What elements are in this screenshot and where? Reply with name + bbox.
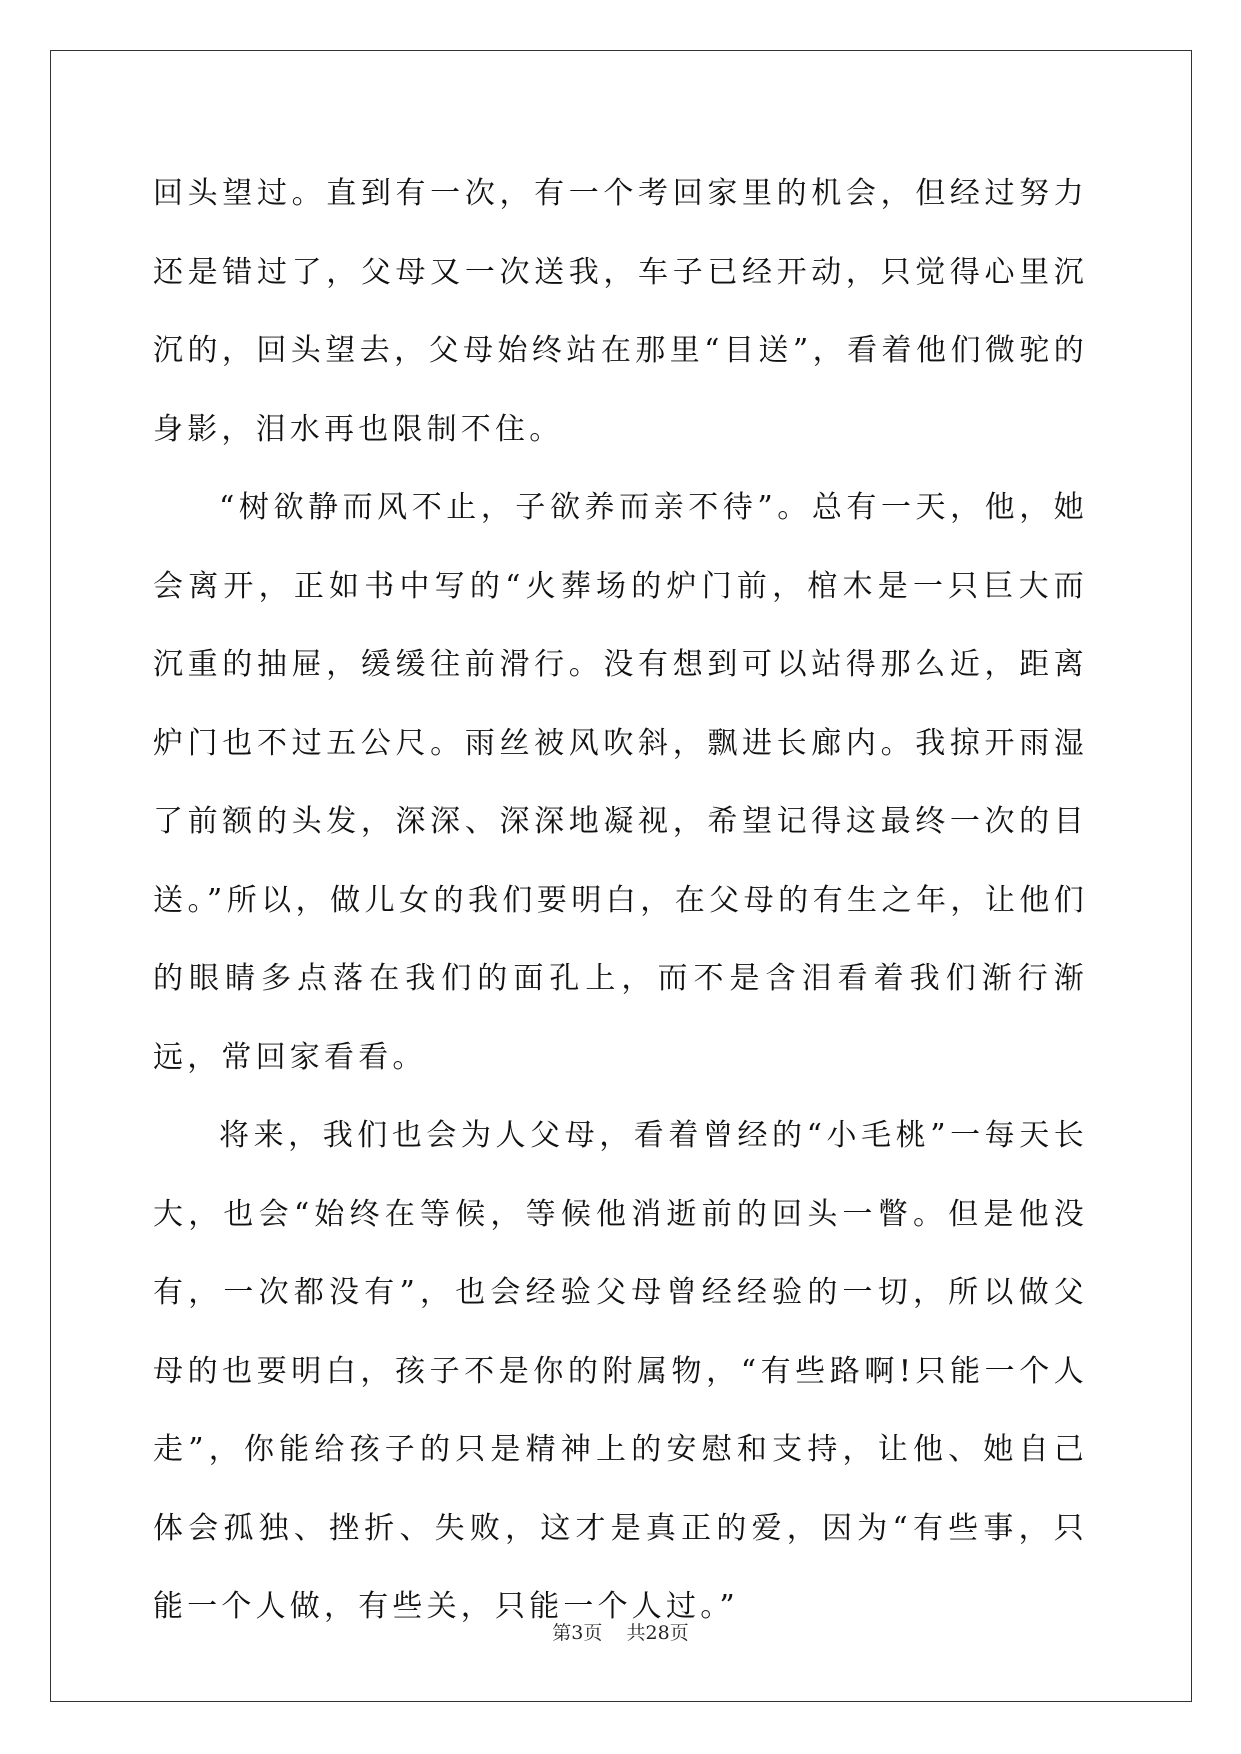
page-total: 共28页 — [626, 1622, 689, 1644]
paragraph-3: 将来，我们也会为人父母，看着曾经的“小毛桃”一每天长大，也会“始终在等候，等候他消逝前的回头一瞥。但是他没有，一次都没有”，也会经验父母曾经经验的一切，所以做父母的也要明白，孩子不是你的附属物，“有些路啊!只能一个人走”，你能给孩子的只是精神上的安慰和支持，让他、她自己体会孤独、挫折、失败，这才是真正的爱，因为“有些事，只能一个人做，有些关，只能一个人过。” — [153, 1118, 1088, 1624]
page-footer — [0, 1618, 1241, 1645]
paragraph-2: “树欲静而风不止，子欲养而亲不待”。总有一天，他，她会离开，正如书中写的“火葬场的炉门前，棺木是一只巨大而沉重的抽屉，缓缓往前滑行。没有想到可以站得那么近，距离炉门也不过五公尺。雨丝被风吹斜，飘进长廊内。我掠开雨湿了前额的头发，深深、深深地凝视，希望记得这最终一次的目送。”所以，做儿女的我们要明白，在父母的有生之年，让他们的眼睛多点落在我们的面孔上，而不是含泪看着我们渐行渐远，常回家看看。 — [153, 490, 1088, 1075]
document-body — [153, 155, 1088, 1647]
page-number: 第3页 — [552, 1622, 603, 1644]
paragraph-1: 回头望过。直到有一次，有一个考回家里的机会，但经过努力还是错过了，父母又一次送我，车子已经开动，只觉得心里沉沉的，回头望去，父母始终站在那里“目送”，看着他们微驼的身影，泪水再也限制不住。 — [153, 176, 1088, 447]
